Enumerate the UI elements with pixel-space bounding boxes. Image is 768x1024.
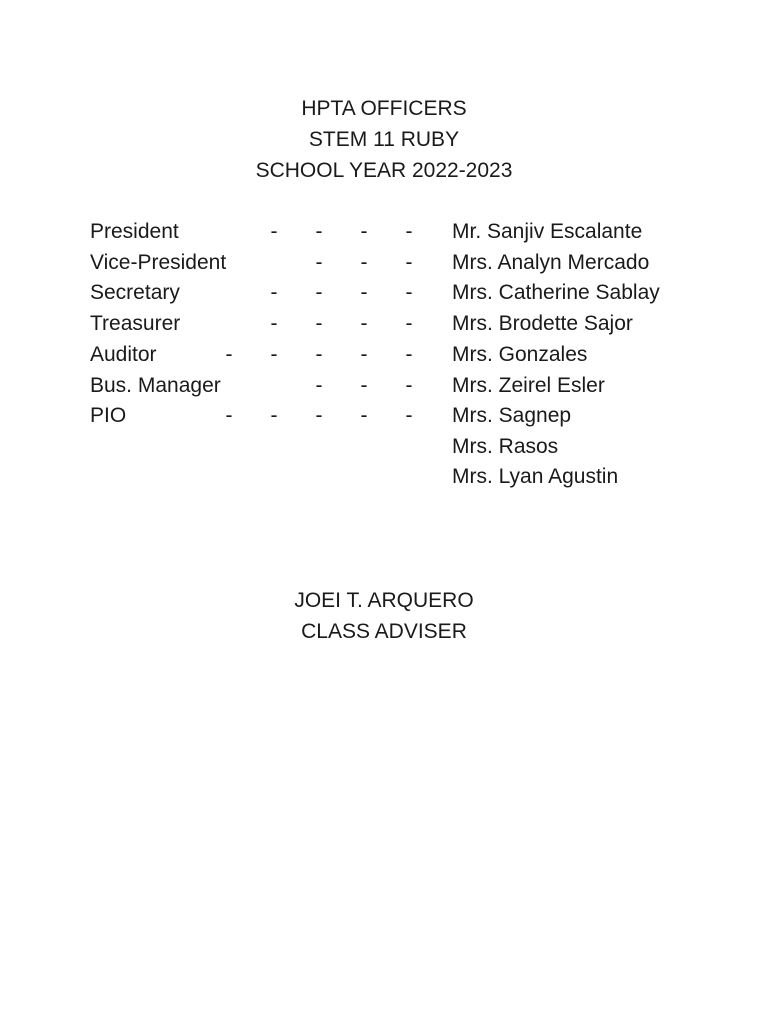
adviser-name: JOEI T. ARQUERO	[294, 589, 474, 612]
dash-separator: -	[405, 220, 413, 243]
school-year: SCHOOL YEAR 2022-2023	[255, 159, 513, 182]
officer-name: Mrs. Analyn Mercado	[452, 251, 650, 274]
officer-name: Mrs. Brodette Sajor	[452, 312, 633, 335]
officer-role: Secretary	[90, 281, 180, 304]
dash-separator: -	[360, 312, 368, 335]
dash-separator: -	[315, 281, 323, 304]
dash-separator: -	[360, 343, 368, 366]
officer-role: Auditor	[90, 343, 157, 366]
dash-separator: -	[315, 404, 323, 427]
dash-separator: -	[225, 404, 233, 427]
officer-name-additional: Mrs. Lyan Agustin	[452, 465, 619, 488]
dash-separator: -	[270, 220, 278, 243]
officer-role: Vice-President	[90, 251, 227, 274]
officer-row-auditor	[0, 339, 768, 370]
dash-separator: -	[225, 343, 233, 366]
dash-separator: -	[315, 251, 323, 274]
officer-row-vice-president	[0, 247, 768, 278]
officer-role: PIO	[90, 404, 127, 427]
dash-separator: -	[315, 343, 323, 366]
dash-separator: -	[405, 281, 413, 304]
dash-separator: -	[315, 312, 323, 335]
dash-separator: -	[360, 404, 368, 427]
dash-separator: -	[405, 251, 413, 274]
adviser-title: CLASS ADVISER	[301, 620, 467, 643]
officer-name: Mr. Sanjiv Escalante	[452, 220, 643, 243]
officer-name: Mrs. Zeirel Esler	[452, 374, 605, 397]
dash-separator: -	[405, 343, 413, 366]
dash-separator: -	[360, 374, 368, 397]
officer-row-treasurer	[0, 308, 768, 339]
officer-row-pio	[0, 400, 768, 431]
dash-separator: -	[270, 343, 278, 366]
dash-separator: -	[360, 220, 368, 243]
dash-separator: -	[270, 404, 278, 427]
dash-separator: -	[315, 220, 323, 243]
document-title: HPTA OFFICERS	[301, 97, 467, 120]
officer-row-secretary	[0, 277, 768, 308]
class-section: STEM 11 RUBY	[308, 128, 460, 151]
officer-role: Treasurer	[90, 312, 181, 335]
dash-separator: -	[360, 251, 368, 274]
dash-separator: -	[270, 312, 278, 335]
officer-row-business-manager	[0, 370, 768, 401]
dash-separator: -	[315, 374, 323, 397]
officer-role: President	[90, 220, 179, 243]
officer-name: Mrs. Gonzales	[452, 343, 588, 366]
officer-role: Bus. Manager	[90, 374, 221, 397]
dash-separator: -	[405, 312, 413, 335]
dash-separator: -	[360, 281, 368, 304]
dash-separator: -	[270, 281, 278, 304]
officer-row-president	[0, 216, 768, 247]
dash-separator: -	[405, 404, 413, 427]
officer-name: Mrs. Sagnep	[452, 404, 572, 427]
dash-separator: -	[405, 374, 413, 397]
officer-name: Mrs. Catherine Sablay	[452, 281, 660, 304]
officer-name-additional: Mrs. Rasos	[452, 435, 559, 458]
